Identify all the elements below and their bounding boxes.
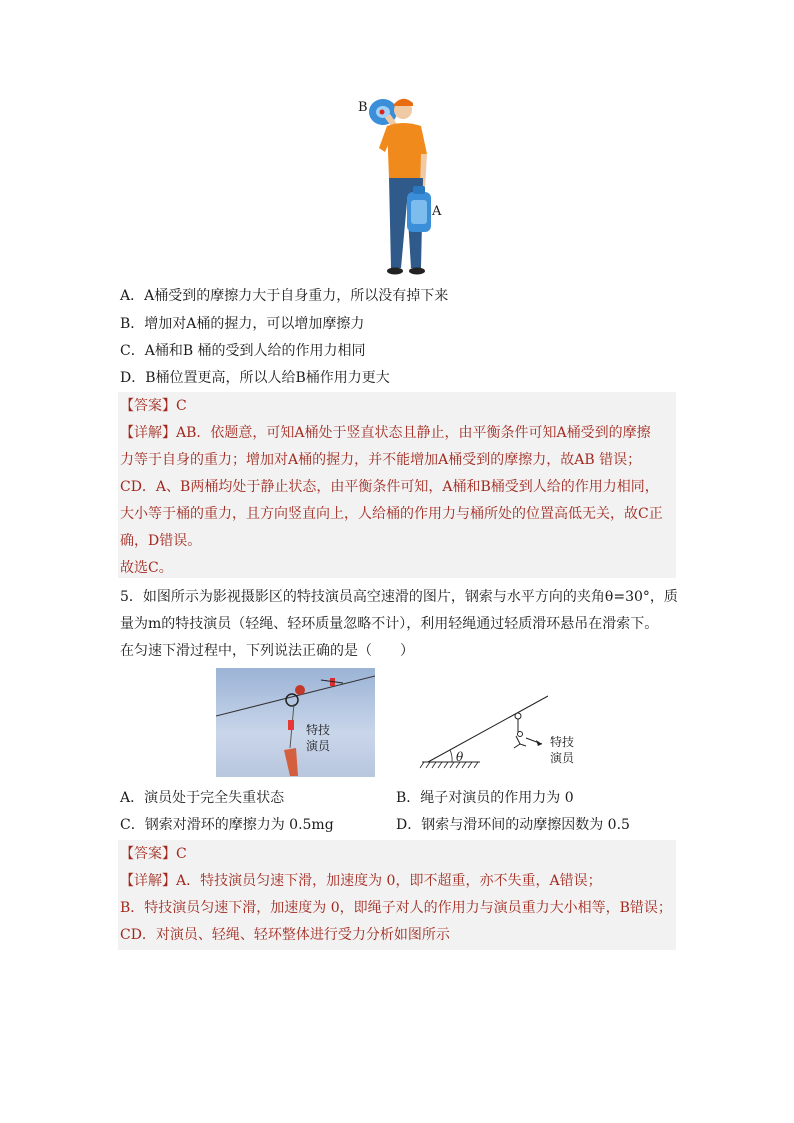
q4-detail-line: 【详解】AB．依题意，可知A桶处于竖直状态且静止，由平衡条件可知A桶受到的摩擦	[120, 425, 651, 441]
diagram-theta-label: θ	[456, 750, 464, 764]
q5-stem-line: 5．如图所示为影视摄影区的特技演员高空速滑的图片，钢索与水平方向的夹角θ=30°，质	[120, 589, 678, 605]
stunt-photo-scene	[216, 668, 375, 777]
q5-option-c: C．钢索对滑环的摩擦力为 0.5mg	[120, 817, 334, 833]
q5-stem-line: 量为m的特技演员（轻绳、轻环质量忽略不计），利用轻绳通过轻质滑环悬吊在滑索下。	[120, 616, 659, 632]
q4-detail-line: CD．A、B两桶均处于静止状态，由平衡条件可知，A桶和B桶受到人给的作用力相同，	[120, 479, 659, 495]
q4-option-a: A．A桶受到的摩擦力大于自身重力，所以没有掉下来	[120, 288, 449, 304]
q5-detail-line: B．特技演员匀速下滑，加速度为 0，即绳子对人的作用力与演员重力大小相等，B错误；	[120, 900, 672, 916]
q4-detail-line: 确，D错误。	[120, 533, 202, 549]
q5-option-a: A．演员处于完全失重状态	[120, 790, 285, 806]
q4-answer: 【答案】C	[120, 398, 187, 414]
q5-option-d: D．钢索与滑环间的动摩擦因数为 0.5	[396, 817, 630, 833]
photo-stunt-label: 特技 演员	[306, 723, 331, 753]
jug-a-label: A	[432, 204, 442, 219]
q4-option-c: C．A桶和B 桶的受到人给的作用力相同	[120, 343, 366, 359]
q4-option-d: D．B桶位置更高，所以人给B桶作用力更大	[120, 370, 390, 386]
q4-conclusion: 故选C。	[120, 560, 173, 576]
q5-option-b: B．绳子对演员的作用力为 0	[396, 790, 574, 806]
q4-detail-line: 大小等于桶的重力，且方向竖直向上，人给桶的作用力与桶所处的位置高低无关，故C正	[120, 506, 663, 522]
q4-detail-line: 力等于自身的重力；增加对A桶的握力，并不能增加A桶受到的摩擦力，故AB 错误；	[120, 452, 642, 468]
incline-cable-diagram	[418, 692, 548, 772]
q5-answer: 【答案】C	[120, 846, 187, 862]
q5-detail-line: CD．对演员、轻绳、轻环整体进行受力分析如图所示	[120, 927, 450, 943]
q5-stem-line: 在匀速下滑过程中，下列说法正确的是（ ）	[120, 643, 414, 659]
diagram-stunt-label: 特技 演员	[550, 735, 575, 765]
q5-detail-line: 【详解】A．特技演员匀速下滑，加速度为 0，即不超重，亦不失重，A错误；	[120, 873, 602, 889]
q4-option-b: B．增加对A桶的握力，可以增加摩擦力	[120, 316, 365, 332]
jug-b-label: B	[358, 100, 368, 115]
man-with-water-jugs-figure	[355, 92, 445, 276]
stunt-photo	[216, 668, 375, 777]
